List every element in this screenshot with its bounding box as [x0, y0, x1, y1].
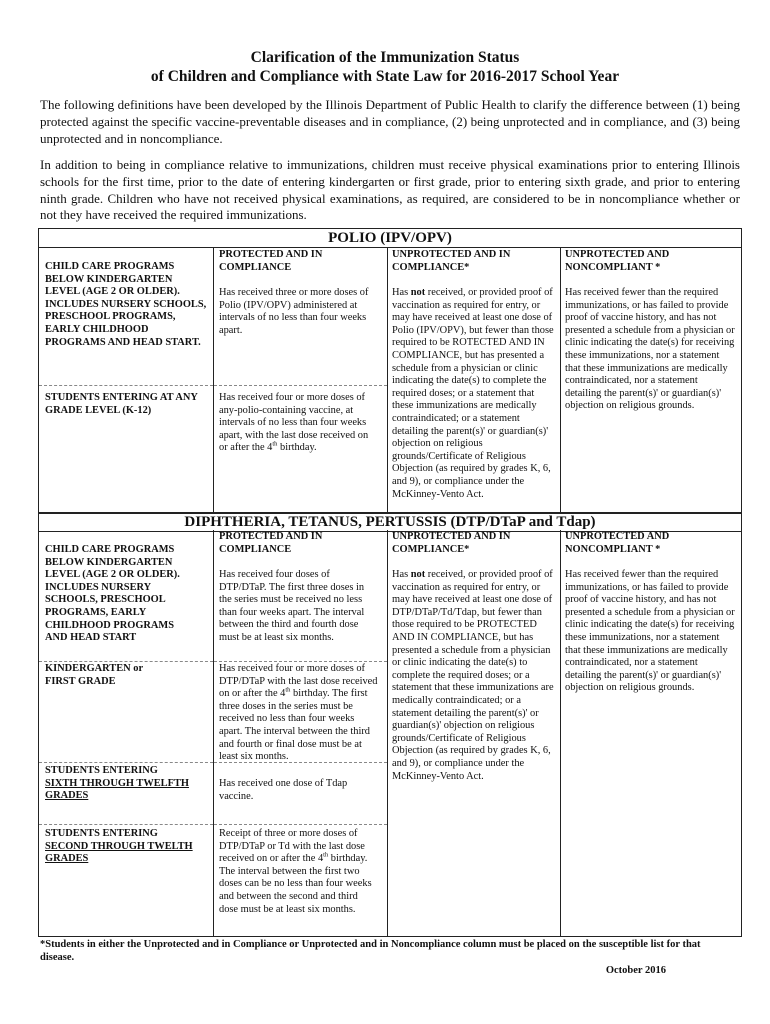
dtp-sixth-twelfth-protected-text: Has received one dose of Tdap vaccine. — [219, 778, 348, 802]
intro-paragraph-2: In addition to being in compliance relative to immunizations, children must receive physical examinations prior to entering Illinois schools for the first time, prior to the date of entering kindergarten or first grade, prior to entering sixth grade, and prior to entering ninth grade. Children who have not received physical examinations, as required, are considered to be in noncompliance whether or not they have received the required immunizations. — [40, 157, 740, 223]
dtp-kindergarten-protected-text: Has received four or more doses of DTP/DTaP with the last dose received on or after the 4th birthday. The first three doses in the series must be received no less than four weeks apart. The interval between the third and fourth or final dose must be at least six months. — [219, 663, 378, 763]
polio-noncompliant-text: Has received fewer than the required immunizations, or has failed to provide proof of vaccine history, and has not presented a schedule from a physician or clinic indicating the date(s) for receiving these immunizations, nor a statement that these immunizations are medically contraindicated, nor a statement detailing the parent(s)' or guardian(s)' objection on religious grounds. — [565, 287, 735, 412]
polio-row-childcare-label: CHILD CARE PROGRAMS BELOW KINDERGARTEN LEVEL (AGE 2 OR OLDER). INCLUDES NURSERY SCHOOLS, PRESCHOOL PROGRAMS, EARLY CHILDHOOD PROGRAMS AND HEAD START. — [45, 261, 207, 348]
row-separator — [39, 762, 213, 763]
dtp-noncompliant-text: Has received fewer than the required immunizations, or has failed to provide proof of vaccine history, and has not presented a schedule from a physician or clinic indicating the date(s) for receiving these immunizations, nor a statement that these immunizations are medically contraindicated, nor a statement detailing the parent(s)' or guardian(s)' objection on religious grounds. — [565, 569, 735, 694]
title-line-1: Clarification of the Immunization Status — [250, 49, 520, 66]
polio-col-noncompliant-header: UNPROTECTED AND NONCOMPLIANT * — [565, 249, 670, 273]
column-divider — [213, 530, 214, 936]
polio-col-protected-header: PROTECTED AND IN COMPLIANCE — [219, 249, 323, 273]
row-separator — [39, 385, 213, 386]
dtp-row-sixth-twelfth-label: STUDENTS ENTERING SIXTH THROUGH TWELFTH GRADES — [45, 765, 189, 802]
dtp-second-twelfth-protected-text: Receipt of three or more doses of DTP/DTaP or Td with the last dose received on or after the 4th birthday. The interval between the first two doses can be no less than four weeks and between the second and third dose must be at least six months. — [219, 828, 372, 915]
dtp-unprotected-text: Has not received, or provided proof of vaccination as required for entry, or may have received at least one dose of DTP/DTaP/Td/Tdap, but fewer than those required to be PROTECTED AND IN COMPLIANCE, but has presented a schedule from a physician or clinic indicating the date(s) to complete the required doses; or a statement that these immunizations are medically contraindicated; or a statement detailing the parent(s)' or guardian(s)' objection on religious grounds/Certificate of Religious Objection (as required by grades K, 6, and 9), or compliance under the McKinney-Vento Act. — [392, 569, 554, 782]
title-line-2: of Children and Compliance with State Law for 2016-2017 School Year — [150, 68, 620, 85]
dtp-row-kindergarten-label: KINDERGARTEN or FIRST GRADE — [45, 663, 143, 687]
polio-heading: POLIO (IPV/OPV) — [39, 229, 741, 248]
dtp-heading: DIPHTHERIA, TETANUS, PERTUSSIS (DTP/DTaP and Tdap) — [39, 512, 741, 532]
dtp-col-protected-header: PROTECTED AND IN COMPLIANCE — [219, 531, 323, 555]
dtp-col-unprotected-header: UNPROTECTED AND IN COMPLIANCE* — [392, 531, 511, 555]
dtp-row-second-twelfth-label: STUDENTS ENTERING SECOND THROUGH TWELTH GRADES — [45, 828, 193, 865]
column-divider — [387, 247, 388, 513]
dtp-table — [38, 512, 742, 937]
footnote: *Students in either the Unprotected and in Compliance or Unprotected and in Noncompliance column must be placed on the susceptible list for that disease. — [40, 939, 701, 963]
column-divider — [213, 247, 214, 513]
row-separator — [214, 661, 387, 662]
column-divider — [560, 530, 561, 936]
column-divider — [387, 530, 388, 936]
polio-unprotected-text: Has not received, or provided proof of vaccination as required for entry, or may have received at least one dose of Polio (IPV/OPV), but fewer than those required to be ROTECTED AND IN COMPLIANCE, but has presented a schedule from a physician or clinic indicating the date(s) to complete the required doses; or a statement that these immunizations are medically contraindicated; or a statement detailing the parent(s)' or guardian(s)' objection on religious grounds/Certificate of Religious Objection (as required by grades K, 6, and 9), or compliance under the McKinney-Vento Act. — [392, 287, 554, 500]
row-separator — [214, 385, 387, 386]
document-title — [0, 48, 770, 86]
row-separator — [214, 824, 387, 825]
row-separator — [39, 824, 213, 825]
document-date: October 2016 — [605, 965, 666, 976]
polio-k12-protected-text: Has received four or more doses of any-polio-containing vaccine, at intervals of no less than four weeks apart, with the last dose received on or after the 4th birthday. — [219, 392, 369, 454]
intro-paragraph-1: The following definitions have been developed by the Illinois Department of Public Health to clarify the difference between (1) being protected against the specific vaccine-preventable diseases and in compliance, (2) being unprotected and in compliance, and (3) being unprotected and in noncompliance. — [40, 97, 740, 146]
column-divider — [560, 247, 561, 513]
dtp-row-childcare-label: CHILD CARE PROGRAMS BELOW KINDERGARTEN LEVEL (AGE 2 OR OLDER). INCLUDES NURSERY SCHOOLS, PRESCHOOL PROGRAMS, EARLY CHILDHOOD PROGRAMS AND HEAD START — [45, 544, 180, 644]
row-separator — [39, 661, 213, 662]
polio-childcare-protected-text: Has received three or more doses of Polio (IPV/OPV) administered at intervals of no less than four weeks apart. — [219, 287, 369, 336]
polio-row-k12-label: STUDENTS ENTERING AT ANY GRADE LEVEL (K-12) — [45, 392, 198, 416]
polio-col-unprotected-header: UNPROTECTED AND IN COMPLIANCE* — [392, 249, 511, 273]
polio-table — [38, 228, 742, 514]
dtp-childcare-protected-text: Has received four doses of DTP/DTaP. The first three doses in the series must be received no less than four weeks apart. The interval between the third and fourth dose must be at least six months. — [219, 569, 365, 643]
dtp-col-noncompliant-header: UNPROTECTED AND NONCOMPLIANT * — [565, 531, 670, 555]
